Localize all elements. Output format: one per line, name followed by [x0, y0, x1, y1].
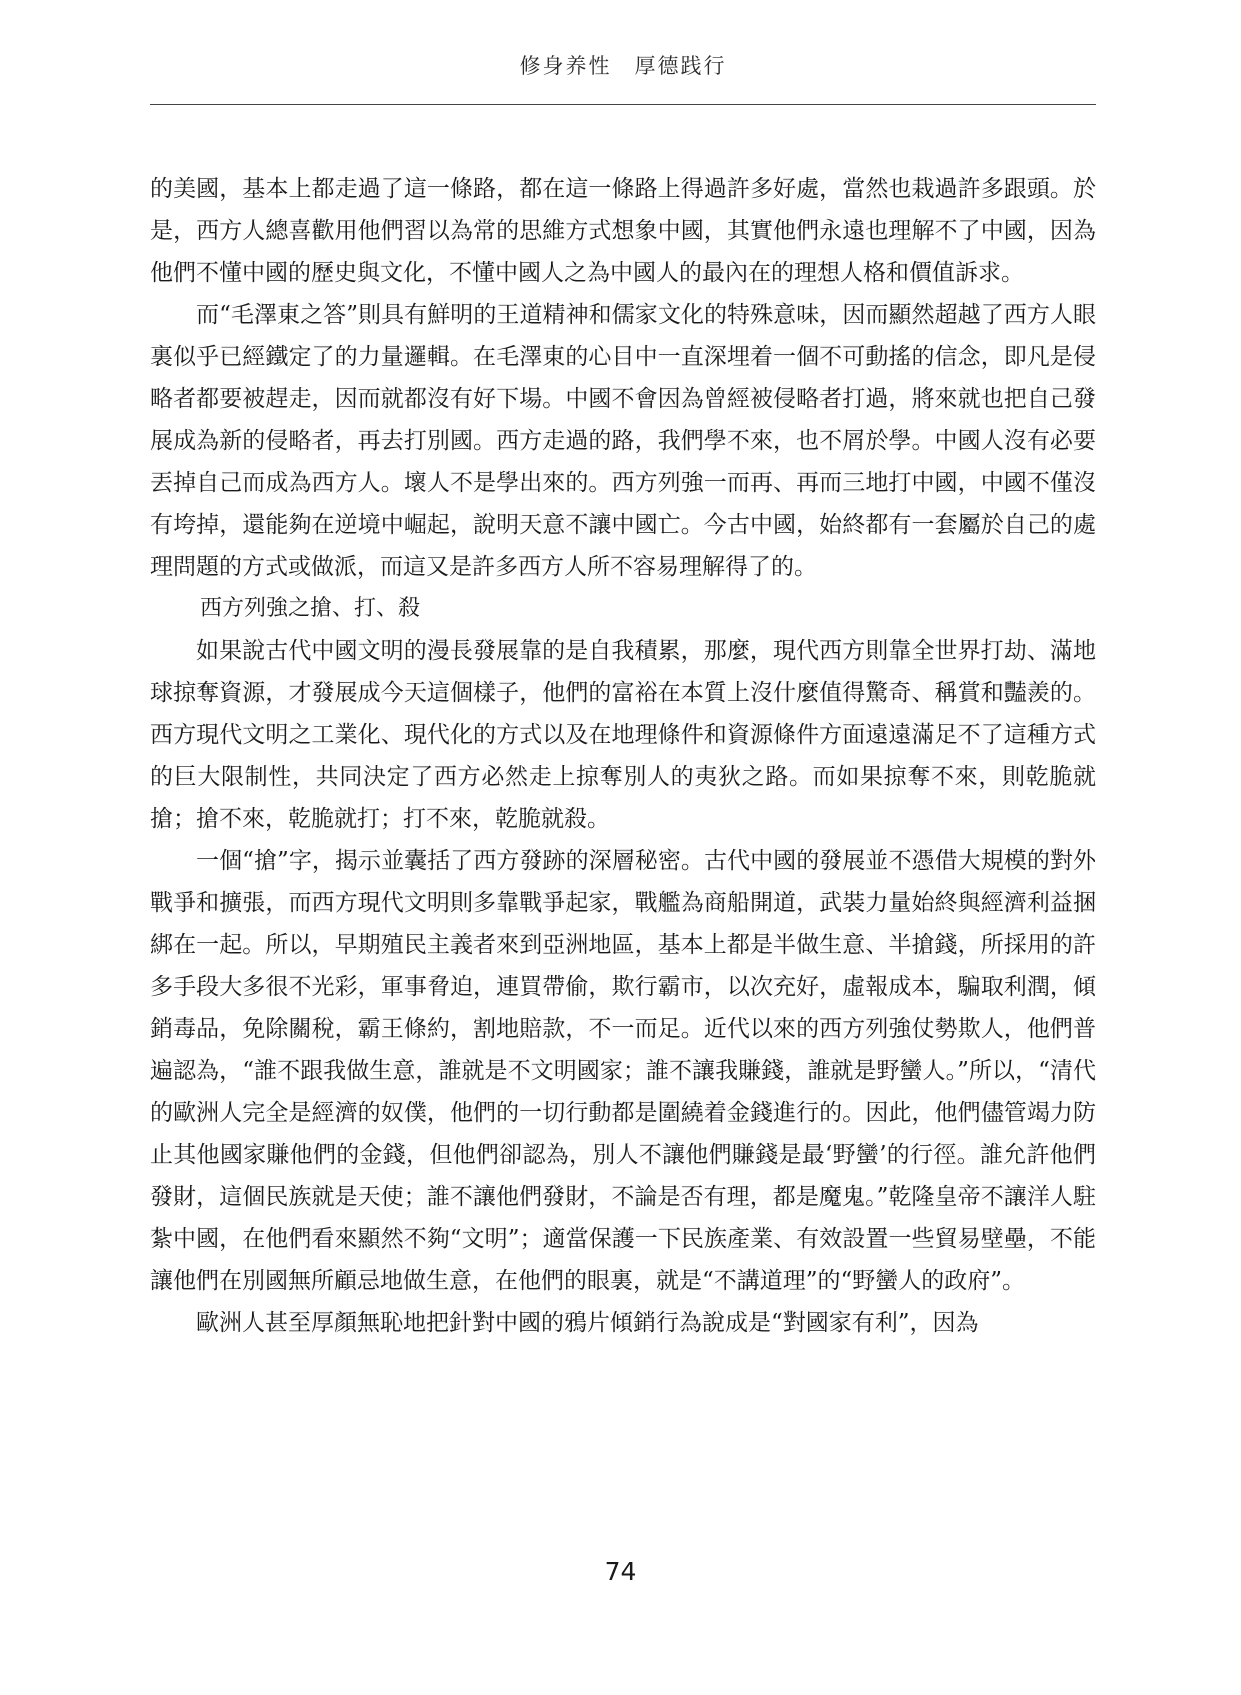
paragraph-continued: 的美國，基本上都走過了這一條路，都在這一條路上得過許多好處，當然也栽過許多跟頭。於是，西方人總喜歡用他們習以為常的思維方式想象中國，其實他們永遠也理解不了中國，因為他們不懂中國的歷史與文化，不懂中國人之為中國人的最內在的理想人格和價值訴求。 [150, 176, 1096, 286]
paragraph: 而“毛澤東之答”則具有鮮明的王道精神和儒家文化的特殊意味，因而顯然超越了西方人眼裏似乎已經鐵定了的力量邏輯。在毛澤東的心目中一直深埋着一個不可動搖的信念，即凡是侵略者都要被趕走，因而就都沒有好下場。中國不會因為曾經被侵略者打過，將來就也把自己發展成為新的侵略者，再去打別國。西方走過的路，我們學不來，也不屑於學。中國人沒有必要丟掉自己而成為西方人。壞人不是學出來的。西方列強一而再、再而三地打中國，中國不僅沒有垮掉，還能夠在逆境中崛起，說明天意不讓中國亡。今古中國，始終都有一套屬於自己的處理問題的方式或做派，而這又是許多西方人所不容易理解得了的。 [150, 302, 1096, 580]
page-number: 74 [604, 1557, 637, 1586]
paragraph: 如果說古代中國文明的漫長發展靠的是自我積累，那麼，現代西方則靠全世界打劫、滿地球掠奪資源，才發展成今天這個樣子，他們的富裕在本質上沒什麼值得驚奇、稱賞和豔羨的。西方現代文明之工業化、現代化的方式以及在地理條件和資源條件方面遠遠滿足不了這種方式的巨大限制性，共同決定了西方必然走上掠奪別人的夷狄之路。而如果掠奪不來，則乾脆就搶；搶不來，乾脆就打；打不來，乾脆就殺。 [150, 638, 1096, 832]
paragraph: 歐洲人甚至厚顏無恥地把針對中國的鴉片傾銷行為說成是“對國家有利”，因為 [196, 1310, 979, 1336]
running-header: 修身养性 厚德践行 [519, 54, 727, 78]
body-text [150, 168, 1096, 1344]
paragraph: 一個“搶”字，揭示並囊括了西方發跡的深層秘密。古代中國的發展並不憑借大規模的對外戰爭和擴張，而西方現代文明則多靠戰爭起家，戰艦為商船開道，武裝力量始終與經濟利益捆綁在一起。所以，早期殖民主義者來到亞洲地區，基本上都是半做生意、半搶錢，所採用的許多手段大多很不光彩，軍事脅迫，連買帶偷，欺行霸市，以次充好，虛報成本，騙取利潤，傾銷毒品，免除關稅，霸王條約，割地賠款，不一而足。近代以來的西方列強仗勢欺人，他們普遍認為，“誰不跟我做生意，誰就是不文明國家；誰不讓我賺錢，誰就是野蠻人。”所以，“清代的歐洲人完全是經濟的奴僕，他們的一切行動都是圍繞着金錢進行的。因此，他們儘管竭力防止其他國家賺他們的金錢，但他們卻認為，別人不讓他們賺錢是最‘野蠻’的行徑。誰允許他們發財，這個民族就是天使；誰不讓他們發財，不論是否有理，都是魔鬼。”乾隆皇帝不讓洋人駐紮中國，在他們看來顯然不夠“文明”；適當保護一下民族產業、有效設置一些貿易壁壘，不能讓他們在別國無所顧忌地做生意，在他們的眼裏，就是“不講道理”的“野蠻人的政府”。 [150, 848, 1096, 1294]
section-heading: 西方列強之搶、打、殺 [200, 596, 421, 621]
header-rule [150, 104, 1096, 105]
